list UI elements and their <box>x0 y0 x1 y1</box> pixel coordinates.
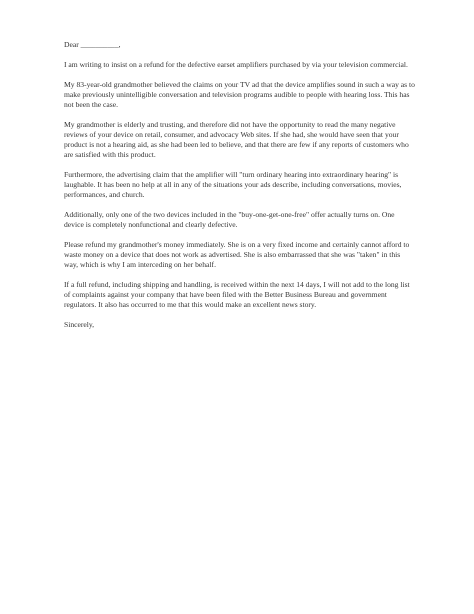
paragraph-refund-request: I am writing to insist on a refund for the defective earset amplifiers purchased by via your television commercial. <box>64 60 408 69</box>
paragraph-defective-device: Additionally, only one of the two devices included in the "buy-one-get-one-free" offer actually turns on. One device is completely nonfunctional and clearly defective. <box>64 210 395 229</box>
paragraph-grandmother-trusting: My grandmother is elderly and trusting, and therefore did not have the opportunity to read the many negative reviews of your device on retail, consumer, and advocacy Web sites. If she had, she would have seen that your product is not a hearing aid, as she had been led to believe, and that there are few if any reports of customers who are satisfied with this product. <box>64 120 409 159</box>
salutation: Dear __________, <box>64 40 121 49</box>
paragraph-full-refund-deadline: If a full refund, including shipping and handling, is received within the next 14 days, I will not add to the long list of complaints against your company that have been filed with the Better Business Bureau and government regulators. It also has occurred to me that this would make an excellent news story. <box>64 280 410 309</box>
letter-body <box>64 40 416 340</box>
closing: Sincerely, <box>64 320 95 329</box>
paragraph-refund-immediately: Please refund my grandmother's money immediately. She is on a very fixed income and certainly cannot afford to waste money on a device that does not work as advertised. She is also embarrassed that she was "taken" in this way, which is why I am interceding on her behalf. <box>64 240 410 269</box>
paragraph-advertising-claim: Furthermore, the advertising claim that the amplifier will "turn ordinary hearing into extraordinary hearing" is laughable. It has been no help at all in any of the situations your ads describe, including conversations, movies, performances, and church. <box>64 170 402 199</box>
paragraph-tv-ad-claims: My 83-year-old grandmother believed the claims on your TV ad that the device amplifies sound in such a way as to make previously unintelligible conversation and television programs audible to people with hearing loss. This has not been the case. <box>64 80 415 109</box>
